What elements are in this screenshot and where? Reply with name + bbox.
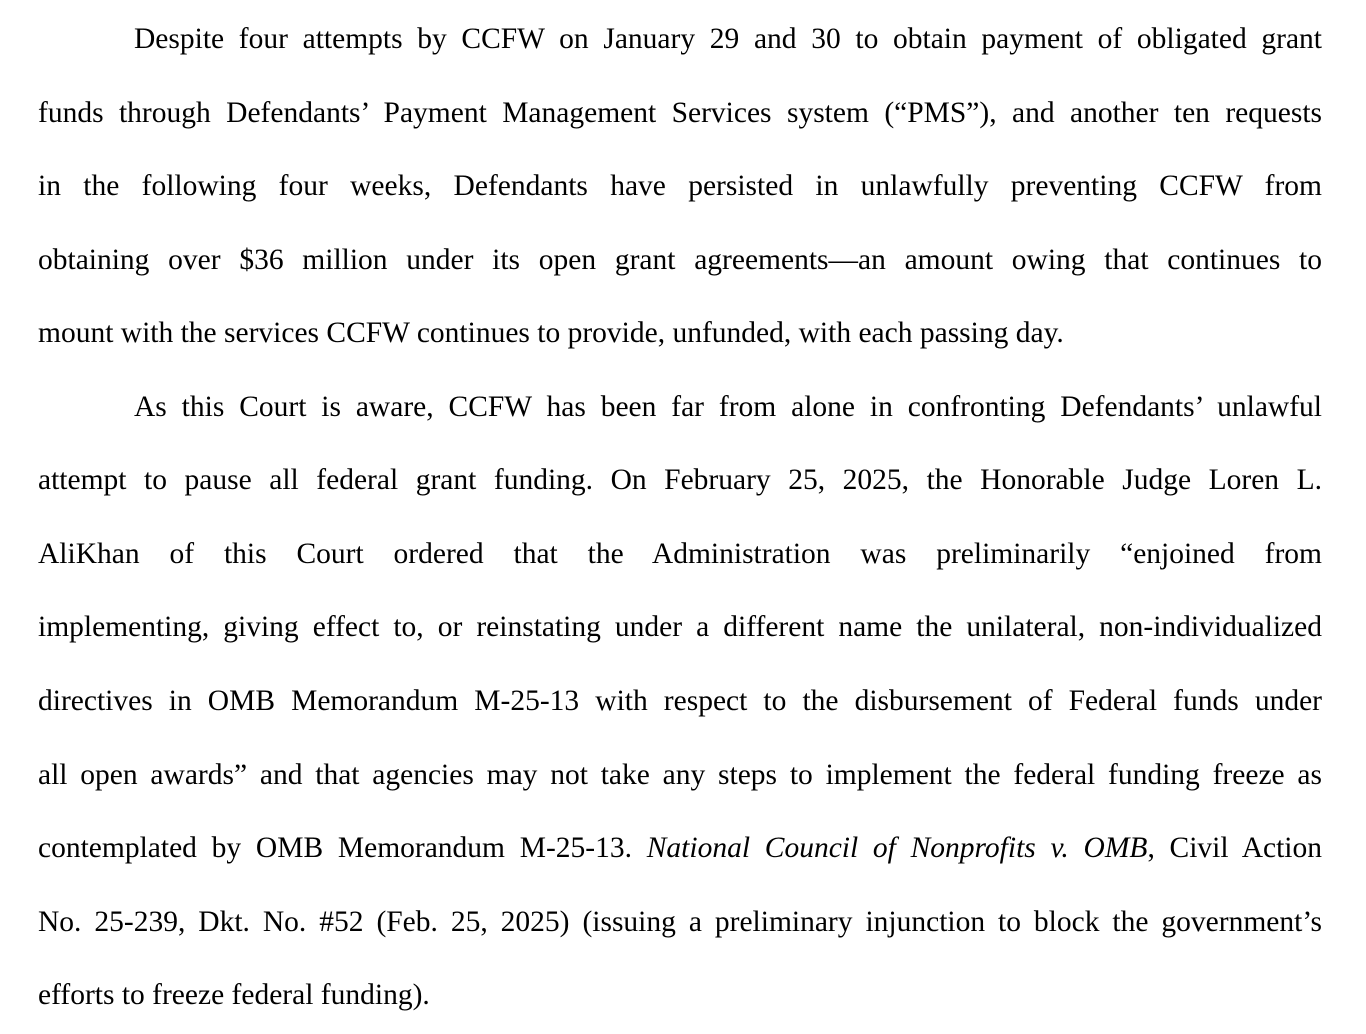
paragraph-1-line-4: obtaining over $36 million under its open grant agreements—an amount owing that continues to: [38, 244, 1322, 276]
paragraph-2-line-2: attempt to pause all federal grant funding. On February 25, 2025, the Honorable Judge Loren L.: [38, 464, 1322, 496]
paragraph-2-line-9: efforts to freeze federal funding).: [38, 979, 430, 1011]
paragraph-2-line-4: implementing, giving effect to, or reinstating under a different name the unilateral, non-individualized: [38, 611, 1322, 643]
text-segment: , Civil Action: [1147, 832, 1322, 864]
paragraph-2-line-3: AliKhan of this Court ordered that the Administration was preliminarily “enjoined from: [38, 538, 1322, 570]
paragraph-1-line-3: in the following four weeks, Defendants have persisted in unlawfully preventing CCFW from: [38, 170, 1322, 202]
paragraph-1-line-5: mount with the services CCFW continues to provide, unfunded, with each passing day.: [38, 317, 1064, 349]
paragraph-2-line-8: No. 25-239, Dkt. No. #52 (Feb. 25, 2025) (issuing a preliminary injunction to block the government’s: [38, 906, 1322, 938]
paragraph-2-line-7: [38, 828, 1322, 868]
paragraph-1-line-2: funds through Defendants’ Payment Management Services system (“PMS”), and another ten requests: [38, 97, 1322, 129]
paragraph-1-line-1: Despite four attempts by CCFW on January 29 and 30 to obtain payment of obligated grant: [134, 23, 1322, 55]
paragraph-2-line-1: As this Court is aware, CCFW has been far from alone in confronting Defendants’ unlawful: [134, 391, 1322, 423]
paragraph-2-line-6: all open awards” and that agencies may not take any steps to implement the federal funding freeze as: [38, 759, 1322, 791]
paragraph-2-line-5: directives in OMB Memorandum M-25-13 with respect to the disbursement of Federal funds under: [38, 685, 1322, 717]
case-citation: National Council of Nonprofits v. OMB: [646, 832, 1148, 864]
text-segment: contemplated by OMB Memorandum M-25-13.: [38, 832, 647, 864]
